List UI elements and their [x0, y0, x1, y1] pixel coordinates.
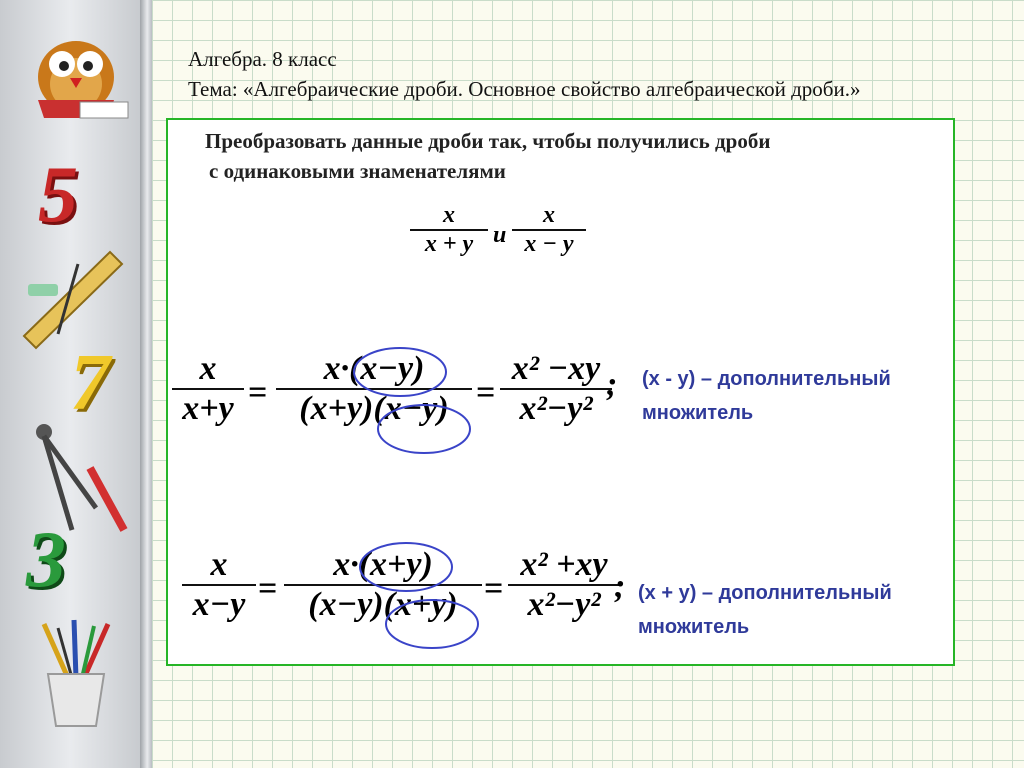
eq2-middle-denominator: (x−y)(x+y): [308, 586, 458, 623]
eq1-equals-2: =: [476, 374, 496, 411]
given-fraction-2-numerator: x: [543, 202, 555, 228]
eq1-note-line-1: (x - y) – дополнительный: [642, 368, 891, 390]
eq1-middle-fraction: [276, 350, 472, 428]
eq2-semicolon: ;: [614, 568, 626, 605]
eq2-note-line-2: множитель: [638, 616, 750, 638]
eq1-rhs-numerator: x² −xy: [511, 350, 601, 387]
task-statement: [205, 126, 770, 186]
owl-icon: [18, 22, 136, 122]
given-fraction-1-denominator: x + y: [424, 231, 474, 257]
conjunction: и: [493, 222, 507, 248]
eq1-middle-denominator: (x+y)(x−y): [299, 390, 449, 427]
eq2-rhs-numerator: x² +xy: [520, 546, 608, 583]
eq1-semicolon: ;: [606, 366, 618, 403]
given-fraction-2: [512, 202, 586, 258]
number-five-icon: 5: [38, 151, 78, 239]
eq2-lhs-numerator: x: [210, 546, 228, 583]
eq1-equals-1: =: [248, 374, 268, 411]
eq2-rhs-fraction: [508, 546, 620, 624]
sidebar-edge: [140, 0, 152, 768]
pencil-cup-icon: [24, 618, 128, 730]
eq2-lhs-denominator: x−y: [192, 586, 246, 623]
lesson-grade: Алгебра. 8 класс: [188, 47, 337, 71]
task-line-2: с одинаковыми знаменателями: [209, 159, 506, 183]
eq1-note-line-2: множитель: [642, 402, 754, 424]
given-fraction-1: [410, 202, 488, 258]
eq1-middle-numerator: x·(x−y): [323, 350, 425, 387]
eq2-note-line-1: (x + y) – дополнительный: [638, 582, 892, 604]
eq2-lhs-fraction: [182, 546, 256, 624]
eq1-lhs-numerator: x: [199, 350, 217, 387]
eq2-rhs-denominator: x²−y²: [527, 586, 601, 623]
eq2-note: [638, 576, 892, 644]
eq1-lhs-fraction: [172, 350, 244, 428]
given-fraction-2-denominator: x − y: [524, 231, 574, 257]
eq2-middle-numerator: x·(x+y): [333, 546, 433, 583]
lesson-topic: Тема: «Алгебраические дроби. Основное свойство алгебраической дроби.»: [188, 77, 861, 101]
task-line-1: Преобразовать данные дроби так, чтобы получились дроби: [205, 129, 771, 153]
eq1-note: [642, 362, 891, 430]
eq1-lhs-denominator: x+y: [182, 390, 234, 427]
number-three-icon: 3: [26, 516, 66, 604]
eq1-rhs-fraction: [500, 350, 612, 428]
lesson-header: [188, 44, 860, 104]
eq2-middle-fraction: [284, 546, 482, 624]
eq2-equals-1: =: [258, 570, 278, 607]
number-seven-icon: 7: [70, 339, 110, 427]
given-fraction-1-numerator: x: [443, 202, 455, 228]
eq1-rhs-denominator: x²−y²: [519, 390, 593, 427]
eq2-equals-2: =: [484, 570, 504, 607]
